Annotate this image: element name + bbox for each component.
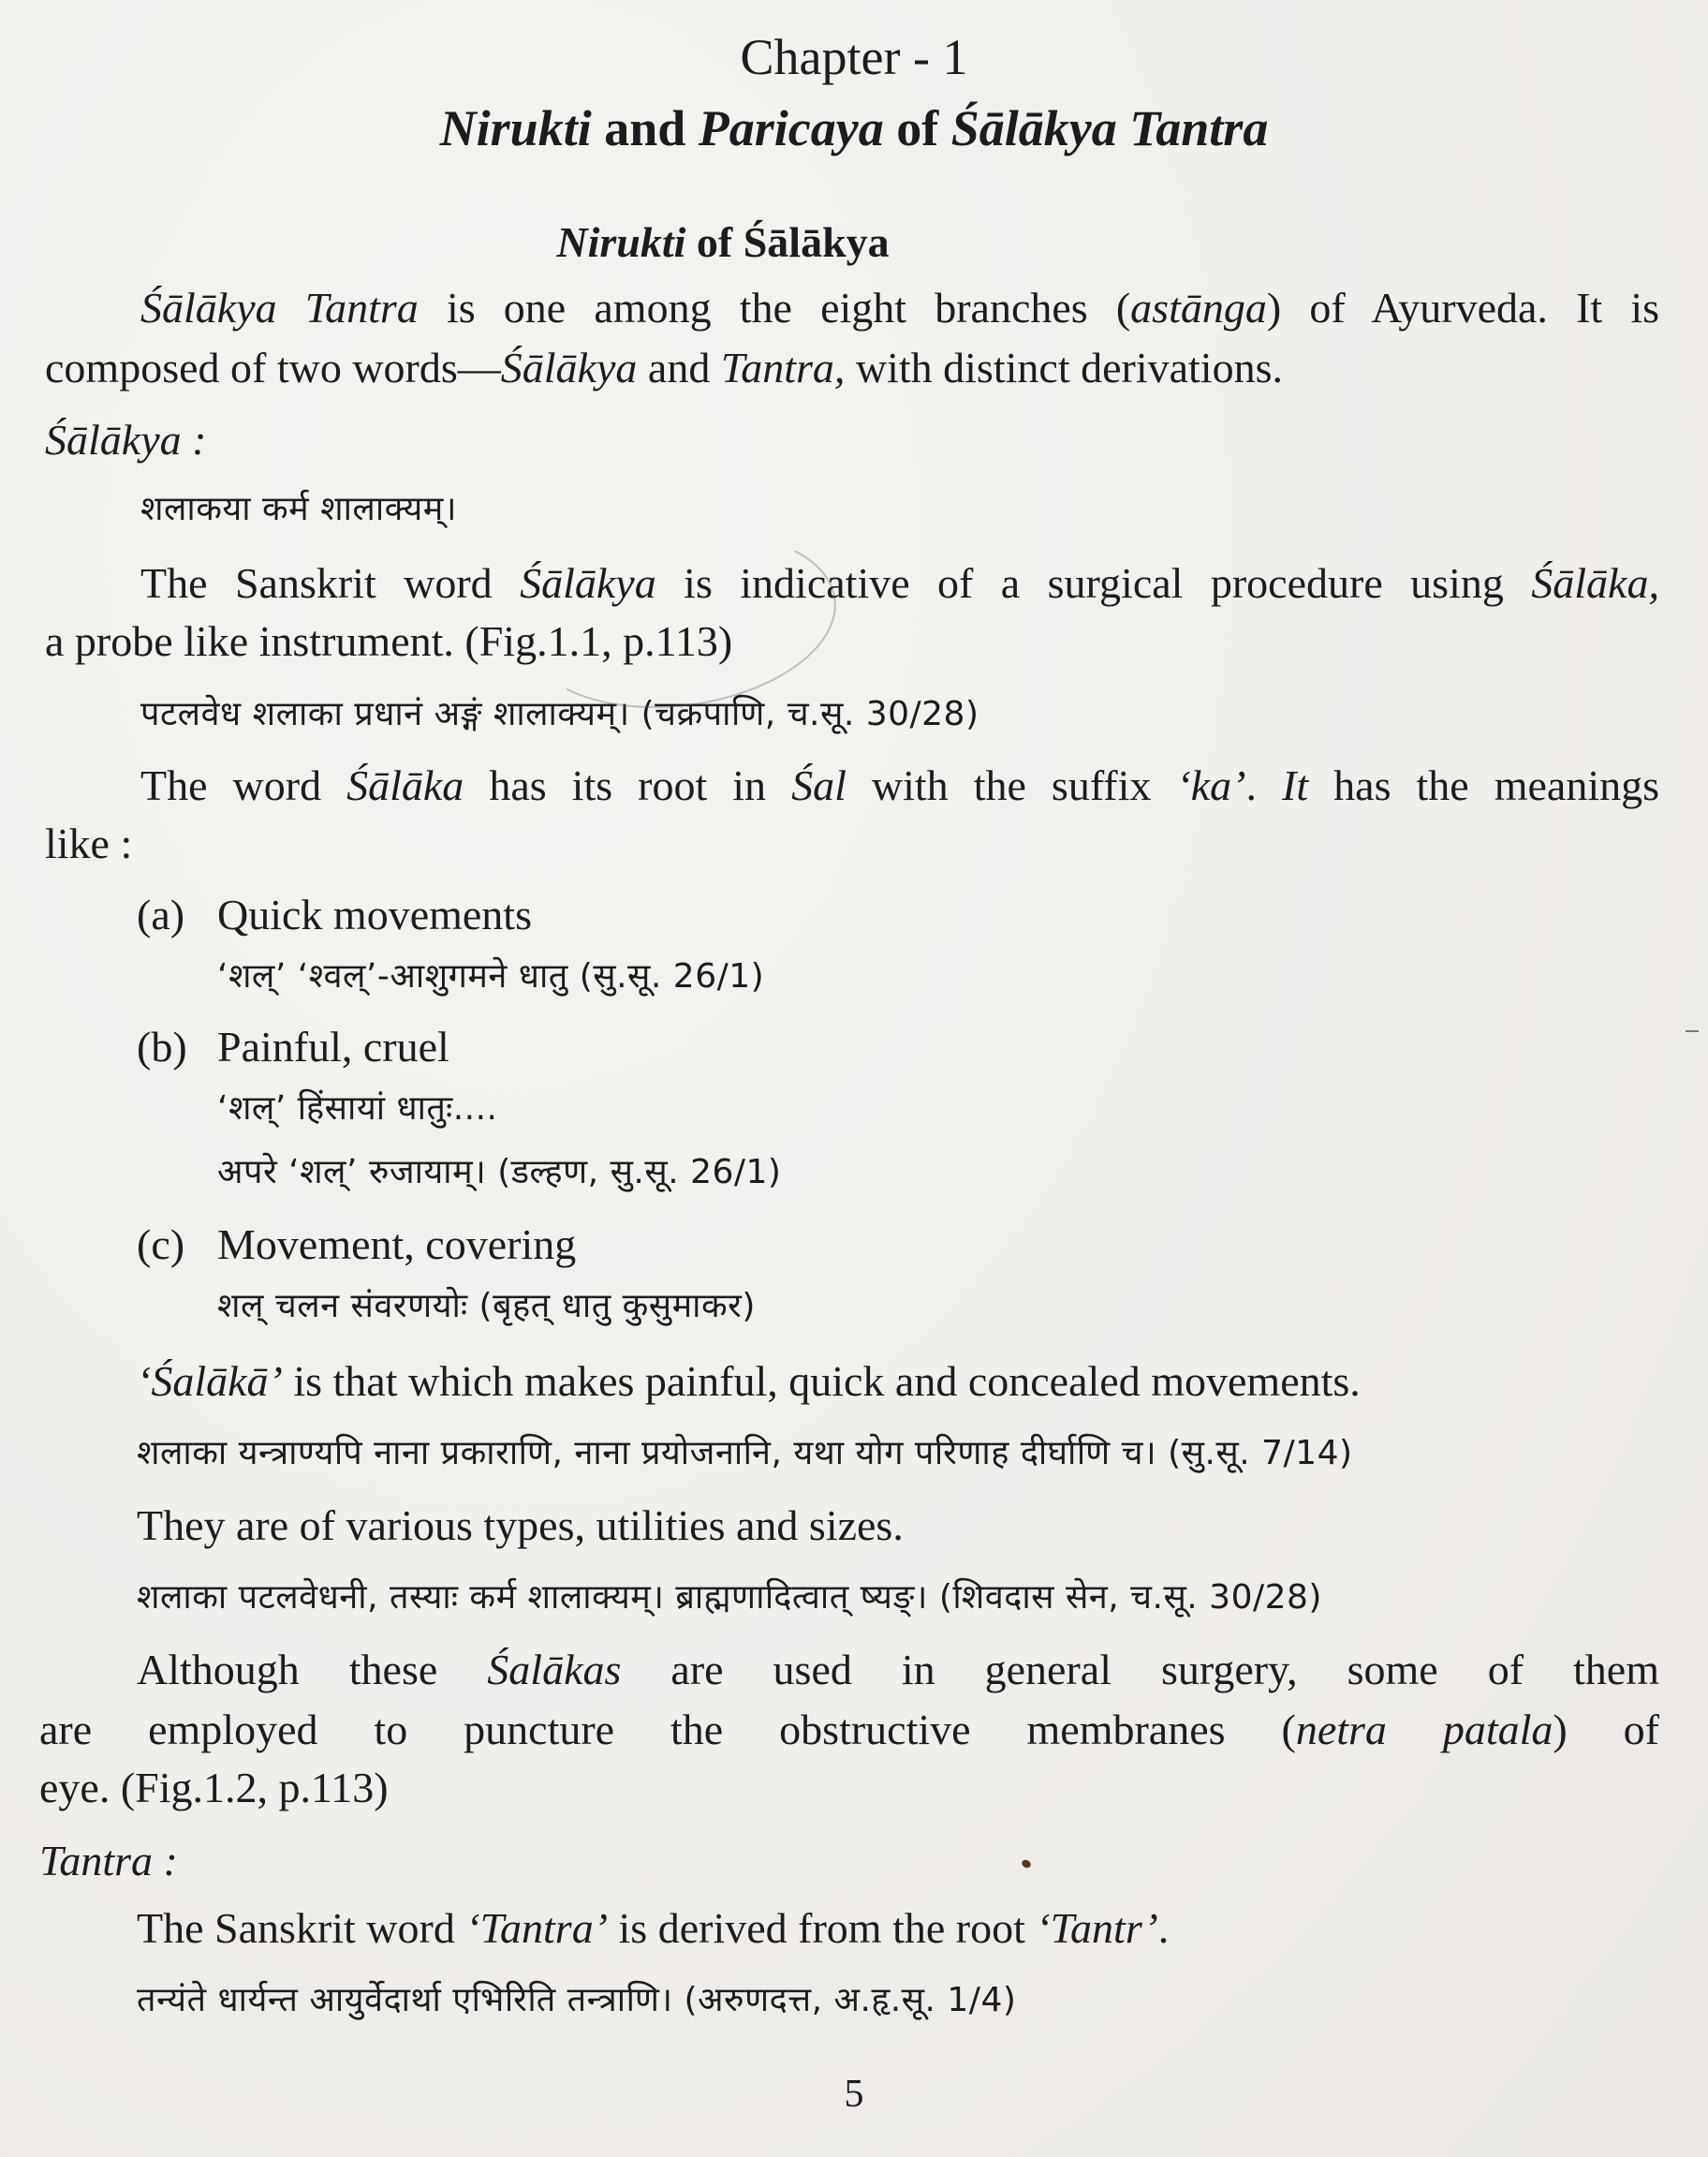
sanskrit-quote: शलाका पटलवेधनी, तस्याः कर्म शालाक्यम्। ब्राह्मणादित्वात् ष्यङ्। (शिवदास सेन, च.सू. 30/28)	[137, 1578, 1322, 1617]
list-marker: (c)	[137, 1220, 185, 1268]
list-marker: (b)	[137, 1023, 187, 1071]
paragraph-line: They are of various types, utilities and sizes.	[137, 1501, 904, 1549]
paragraph-line: The Sanskrit word Śālākya is indicative of a surgical procedure using Śālāka,	[140, 559, 1659, 607]
paragraph-line: eye. (Fig.1.2, p.113)	[39, 1764, 389, 1811]
meaning-text: Quick movements	[217, 891, 532, 938]
paragraph-line: like :	[45, 820, 133, 867]
paragraph-line: The word Śālāka has its root in Śal with the suffix ‘ka’. It has the meanings	[140, 761, 1660, 809]
paragraph-line: The Sanskrit word ‘Tantra’ is derived from the root ‘Tantr’.	[137, 1904, 1170, 1952]
meaning-text: Movement, covering	[217, 1220, 577, 1268]
sanskrit-quote: अपरे ‘शल्’ रुजायाम्। (डल्हण, सु.सू. 26/1)	[217, 1153, 782, 1191]
sanskrit-quote: ‘शल्’ हिंसायां धातुः....	[217, 1089, 498, 1128]
paragraph-line: ‘Śalākā’ is that which makes painful, quick and concealed movements.	[137, 1357, 1361, 1405]
margin-mark	[1686, 1030, 1699, 1032]
paragraph-line: composed of two words—Śālākya and Tantra, with distinct derivations.	[45, 344, 1283, 392]
chapter-label: Chapter - 1	[740, 29, 968, 85]
sanskrit-quote: शल् चलन संवरणयोः (बृहत् धातु कुसुमाकर)	[217, 1287, 756, 1325]
paragraph-line: a probe like instrument. (Fig.1.1, p.113)	[45, 617, 733, 665]
paragraph-line: Śālākya Tantra is one among the eight branches (astānga) of Ayurveda. It is	[140, 284, 1660, 332]
subheading-tantra: Tantra :	[39, 1837, 178, 1884]
sanskrit-quote: शलाका यन्त्राण्यपि नाना प्रकाराणि, नाना प्रयोजनानि, यथा योग परिणाह दीर्घाणि च। (सु.सू. 7/14)	[137, 1434, 1353, 1472]
paragraph-line: are employed to puncture the obstructive membranes (netra patala) of	[39, 1706, 1660, 1753]
paragraph-line: Although these Śalākas are used in general surgery, some of them	[137, 1646, 1660, 1693]
chapter-title: Nirukti and Paricaya of Śālākya Tantra	[439, 100, 1269, 156]
sanskrit-quote: ‘शल्’ ‘श्वल्’-आशुगमने धातु (सु.सू. 26/1)	[217, 957, 765, 996]
section-heading: Nirukti of Śālākya	[556, 218, 890, 266]
subheading-salakya: Śālākya :	[45, 416, 207, 464]
page-number: 5	[844, 2073, 864, 2116]
sanskrit-quote: शलाकया कर्म शालाक्यम्।	[140, 490, 457, 528]
sanskrit-quote: पटलवेध शलाका प्रधानं अङ्गं शालाक्यम्। (चक्रपाणि, च.सू. 30/28)	[140, 695, 979, 733]
meaning-text: Painful, cruel	[217, 1023, 449, 1071]
sanskrit-quote: तन्यंते धार्यन्त आयुर्वेदार्था एभिरिति तन्त्राणि। (अरुणदत्त, अ.हृ.सू. 1/4)	[137, 1981, 1017, 2019]
list-marker: (a)	[137, 891, 185, 938]
ink-spot	[1021, 1858, 1033, 1869]
